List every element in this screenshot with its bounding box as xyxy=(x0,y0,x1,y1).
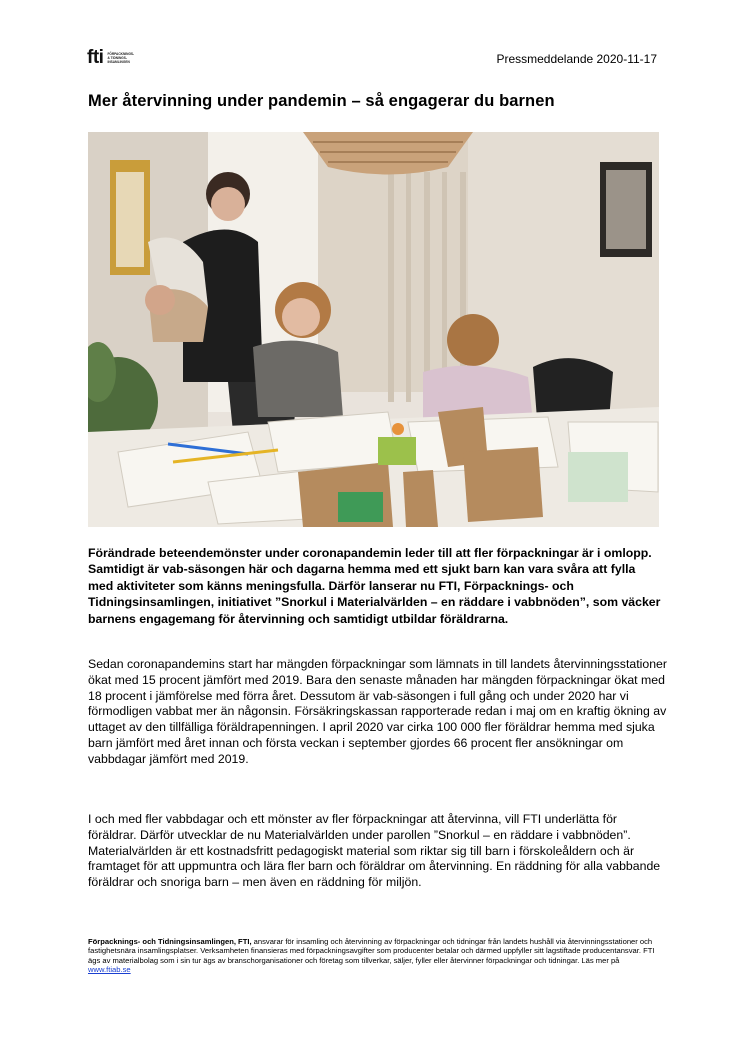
page-title: Mer återvinning under pandemin – så engagerar du barnen xyxy=(88,92,555,110)
body-paragraph-2: I och med fler vabbdagar och ett mönster av fler förpackningar att återvinna, vill FTI underlätta för föräldrar. Därför utvecklar de nu Materialvärlden under parollen ”Snorkul – en räddare i vabbnöden”. Materialvärlden är ett kostnadsfritt pedagogiskt material som riktar sig till barn i förskoleåldern och är framtaget för att uppmuntra och lära fler barn och föräldrar om återvinning. En räddning för alla vabbande föräldrar och snoriga barn – men även en räddning för miljön. xyxy=(88,812,661,890)
logo-mark: fti xyxy=(87,47,104,68)
lead-paragraph: Förändrade beteendemönster under coronapandemin leder till att fler förpackningar är i omlopp. Samtidigt är vab-säsongen här och dagarna hemma med ett sjukt barn kan vara svåra att fylla med aktiviteter som känns meningsfulla. Därför lanserar nu FTI, Förpacknings- och Tidningsinsamlingen, initiativet ”Snorkul i Materialvärlden – en räddare i vabbnöden”, som väcker barnens engagemang för återvinning och samtidigt utbildar föräldrarna. xyxy=(88,546,661,626)
logo-subtitle-line: INSAMLINGEN xyxy=(107,59,130,64)
press-photo xyxy=(88,132,659,527)
body-paragraph-1: Sedan coronapandemins start har mängden förpackningar som lämnats in till landets återvinningsstationer ökat med 15 procent jämfört med 2019. Bara den senaste månaden har mängden förpackningar ökat med 18 procent i jämförelse med förra året. Dessutom är vab-säsongen i full gång och under 2020 har vi förmodligen vabbat mer än någonsin. Försäkringskassan rapporterade redan i maj om en kraftig ökning av uttaget av den tillfälliga föräldrapenningen. I april 2020 var cirka 100 000 fler föräldrar hemma med sjuka barn jämfört med året innan och första veckan i september gjordes 66 procent fler ansökningar om vabbdagar jämfört med 2019. xyxy=(88,657,667,766)
press-release-date: Pressmeddelande 2020-11-17 xyxy=(496,52,657,66)
footer-text: ansvarar för insamling och återvinning av förpackningar och tidningar från landets hushåll via återvinningsstationer och fastighetsnära insamlingsplatser. Verksamheten finansieras med förpackningsavgifter som producenter betalar och därmed uppfyller sitt lagstiftade producentansvar. FTI ägs av materialbolag som i sin tur ägs av branschorganisationer och företag som tillverkar, säljer, fyller eller återvinner förpackningar och tidningar. Läs mer på xyxy=(88,937,655,965)
footer-about xyxy=(88,937,658,975)
logo-subtitle xyxy=(107,52,134,64)
logo-subtitle-line: FÖRPACKNINGS- xyxy=(107,51,135,56)
footer-org-name: Förpacknings- och Tidningsinsamlingen, FTI, xyxy=(88,937,252,946)
logo-subtitle-line: & TIDNINGS- xyxy=(107,55,127,60)
footer-link[interactable]: www.ftiab.se xyxy=(88,965,131,975)
fti-logo xyxy=(87,48,134,67)
